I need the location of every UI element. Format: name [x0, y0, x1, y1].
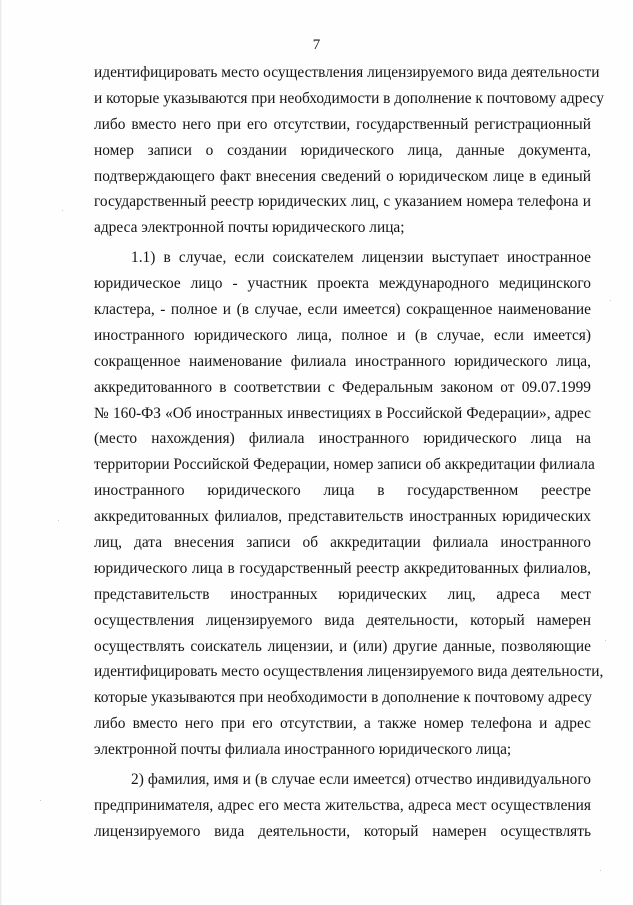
text-line: идентифицировать место осуществления лицензируемого вида деятельности, [94, 663, 604, 681]
text-line: осуществления лицензируемого вида деятельности, который намерен [94, 611, 591, 629]
text-line: предпринимателя, адрес его места жительства, адреса мест осуществления [94, 796, 591, 814]
text-line: территории Российской Федерации, номер записи об аккредитации филиала [94, 456, 595, 474]
text-line: государственный реестр юридических лиц, с указанием номера телефона и [94, 193, 591, 211]
text-line: лиц, дата внесения записи об аккредитации филиала иностранного [94, 534, 591, 552]
text-line: 1.1) в случае, если соискателем лицензии выступает иностранное [131, 249, 591, 267]
text-line: сокращенное наименование филиала иностранного юридического лица, [94, 352, 591, 370]
scan-edge-shadow [0, 0, 2, 905]
body-text [94, 60, 604, 845]
text-line: юридическое лицо - участник проекта международного медицинского [94, 275, 591, 293]
text-line: представительств иностранных юридических лиц, адреса мест [94, 585, 591, 603]
text-line: либо вместо него при его отсутствии, а также номер телефона и адрес [94, 715, 591, 733]
text-line: электронной почты филиала иностранного юридического лица; [94, 741, 512, 759]
text-line: осуществлять соискатель лицензии, и (или) другие данные, позволяющие [94, 637, 591, 655]
text-line: которые указываются при необходимости в дополнение к почтовому адресу [94, 689, 592, 707]
text-line: подтверждающего факт внесения сведений о юридическом лице в единый [94, 167, 591, 185]
text-line: и которые указываются при необходимости в дополнение к почтовому адресу [94, 89, 604, 107]
scan-speck [610, 300, 611, 301]
text-line: 2) фамилия, имя и (в случае если имеется) отчество индивидуального [131, 771, 591, 789]
scan-speck [58, 520, 59, 521]
text-line: аккредитованного в соответствии с Федеральным законом от 09.07.1999 [94, 378, 591, 396]
text-line: адреса электронной почты юридического лица; [94, 219, 405, 237]
text-line: кластера, - полное и (в случае, если имеется) сокращенное наименование [94, 301, 591, 319]
text-line: иностранного юридического лица, полное и (в случае, если имеется) [94, 326, 591, 344]
scan-speck [62, 210, 63, 211]
text-line: либо вместо него при его отсутствии, государственный регистрационный [94, 115, 591, 133]
text-line: № 160-ФЗ «Об иностранных инвестициях в Российской Федерации», адрес [94, 404, 591, 422]
text-line: (место нахождения) филиала иностранного юридического лица на [94, 430, 591, 448]
scan-speck [600, 870, 601, 871]
text-line: идентифицировать место осуществления лицензируемого вида деятельности [94, 64, 600, 81]
scan-speck [605, 640, 606, 641]
text-line: иностранного юридического лица в государственном реестре [94, 482, 591, 500]
text-line: юридического лица в государственный реестр аккредитованных филиалов, [94, 559, 591, 577]
text-line: номер записи о создании юридического лица, данные документа, [94, 141, 591, 159]
text-line: аккредитованных филиалов, представительств иностранных юридических [94, 508, 591, 526]
text-line: лицензируемого вида деятельности, который намерен осуществлять [94, 822, 591, 840]
page-number: 7 [312, 37, 321, 53]
scan-speck [40, 800, 41, 801]
